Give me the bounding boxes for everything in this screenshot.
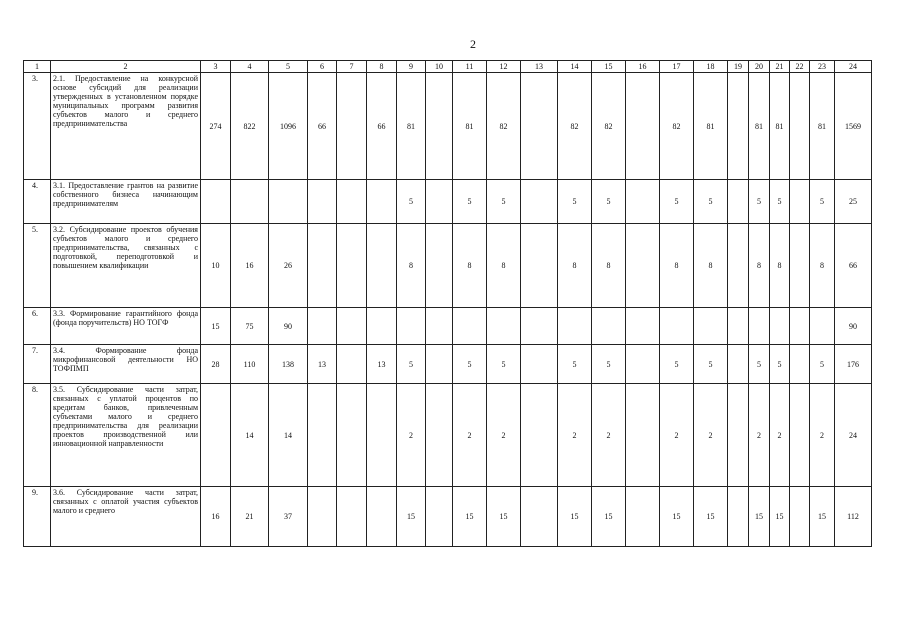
table-row	[24, 384, 872, 487]
value-cell	[558, 308, 592, 345]
value-cell	[790, 487, 810, 547]
value-cell: 822	[231, 73, 269, 180]
value-cell: 10	[201, 224, 231, 308]
value-cell: 8	[453, 224, 487, 308]
value-cell: 15	[201, 308, 231, 345]
value-cell	[308, 308, 337, 345]
column-header: 2	[51, 61, 201, 73]
value-cell	[790, 224, 810, 308]
value-cell	[521, 73, 558, 180]
value-cell: 2	[810, 384, 835, 487]
value-cell: 5	[558, 345, 592, 384]
value-cell: 274	[201, 73, 231, 180]
value-cell: 66	[835, 224, 872, 308]
value-cell	[626, 308, 660, 345]
value-cell	[749, 308, 770, 345]
value-cell: 82	[660, 73, 694, 180]
value-cell	[790, 384, 810, 487]
value-cell: 2	[487, 384, 521, 487]
measure-name: 3.3. Формирование гарантийного фонда (фонда поручительств) НО ТОГФ	[51, 308, 201, 345]
value-cell	[626, 73, 660, 180]
value-cell	[728, 487, 749, 547]
value-cell	[308, 384, 337, 487]
value-cell: 5	[487, 345, 521, 384]
value-cell: 8	[810, 224, 835, 308]
column-header: 20	[749, 61, 770, 73]
value-cell: 14	[231, 384, 269, 487]
value-cell	[626, 224, 660, 308]
column-header: 10	[426, 61, 453, 73]
value-cell: 5	[592, 180, 626, 224]
value-cell: 8	[770, 224, 790, 308]
value-cell	[770, 308, 790, 345]
row-number: 5.	[24, 224, 51, 308]
column-header: 21	[770, 61, 790, 73]
value-cell: 81	[694, 73, 728, 180]
value-cell	[790, 180, 810, 224]
value-cell: 5	[660, 180, 694, 224]
value-cell	[521, 224, 558, 308]
value-cell	[231, 180, 269, 224]
value-cell	[728, 308, 749, 345]
value-cell: 8	[694, 224, 728, 308]
value-cell	[728, 384, 749, 487]
value-cell: 16	[201, 487, 231, 547]
value-cell	[660, 308, 694, 345]
value-cell	[521, 384, 558, 487]
value-cell	[810, 308, 835, 345]
value-cell: 5	[453, 180, 487, 224]
header-row	[24, 61, 872, 73]
value-cell: 2	[558, 384, 592, 487]
value-cell: 15	[694, 487, 728, 547]
value-cell: 15	[592, 487, 626, 547]
value-cell	[790, 345, 810, 384]
column-header: 8	[367, 61, 397, 73]
value-cell: 5	[660, 345, 694, 384]
measure-name: 3.1. Предоставление грантов на развитие собственного бизнеса начинающим предпринимателям	[51, 180, 201, 224]
value-cell: 82	[487, 73, 521, 180]
value-cell	[367, 487, 397, 547]
column-header: 11	[453, 61, 487, 73]
value-cell: 90	[269, 308, 308, 345]
table-row	[24, 73, 872, 180]
column-header: 23	[810, 61, 835, 73]
row-number: 6.	[24, 308, 51, 345]
column-header: 17	[660, 61, 694, 73]
value-cell: 25	[835, 180, 872, 224]
value-cell	[426, 384, 453, 487]
value-cell: 2	[749, 384, 770, 487]
value-cell: 5	[694, 180, 728, 224]
value-cell: 81	[770, 73, 790, 180]
page-number: 2	[470, 37, 476, 51]
value-cell	[521, 487, 558, 547]
value-cell: 5	[810, 180, 835, 224]
table-row	[24, 487, 872, 547]
value-cell: 26	[269, 224, 308, 308]
value-cell	[521, 308, 558, 345]
value-cell: 8	[397, 224, 426, 308]
row-number: 9.	[24, 487, 51, 547]
value-cell: 16	[231, 224, 269, 308]
value-cell: 2	[397, 384, 426, 487]
value-cell: 21	[231, 487, 269, 547]
value-cell	[426, 180, 453, 224]
value-cell	[337, 308, 367, 345]
value-cell	[426, 73, 453, 180]
table-row	[24, 180, 872, 224]
value-cell: 112	[835, 487, 872, 547]
value-cell	[337, 345, 367, 384]
value-cell: 5	[810, 345, 835, 384]
value-cell	[694, 308, 728, 345]
value-cell: 82	[558, 73, 592, 180]
value-cell: 82	[592, 73, 626, 180]
column-header: 9	[397, 61, 426, 73]
value-cell: 90	[835, 308, 872, 345]
value-cell: 81	[749, 73, 770, 180]
value-cell: 2	[453, 384, 487, 487]
column-header: 19	[728, 61, 749, 73]
value-cell	[337, 180, 367, 224]
value-cell: 110	[231, 345, 269, 384]
measure-name: 3.6. Субсидирование части затрат, связанных с оплатой участия субъектов малого и среднего	[51, 487, 201, 547]
value-cell	[367, 308, 397, 345]
column-header: 14	[558, 61, 592, 73]
value-cell	[626, 384, 660, 487]
column-header: 15	[592, 61, 626, 73]
value-cell: 5	[694, 345, 728, 384]
value-cell	[397, 308, 426, 345]
value-cell: 13	[308, 345, 337, 384]
value-cell	[426, 345, 453, 384]
value-cell	[426, 224, 453, 308]
value-cell: 138	[269, 345, 308, 384]
column-header: 1	[24, 61, 51, 73]
value-cell: 15	[810, 487, 835, 547]
table-row	[24, 308, 872, 345]
value-cell: 14	[269, 384, 308, 487]
column-header: 6	[308, 61, 337, 73]
value-cell: 5	[770, 180, 790, 224]
value-cell	[728, 73, 749, 180]
value-cell: 5	[453, 345, 487, 384]
row-number: 3.	[24, 73, 51, 180]
value-cell	[728, 345, 749, 384]
value-cell: 5	[397, 180, 426, 224]
value-cell: 15	[397, 487, 426, 547]
table-row	[24, 224, 872, 308]
value-cell: 13	[367, 345, 397, 384]
column-header: 13	[521, 61, 558, 73]
value-cell	[308, 180, 337, 224]
row-number: 7.	[24, 345, 51, 384]
column-header: 4	[231, 61, 269, 73]
value-cell: 8	[592, 224, 626, 308]
value-cell: 66	[308, 73, 337, 180]
value-cell: 2	[660, 384, 694, 487]
value-cell	[453, 308, 487, 345]
value-cell	[790, 308, 810, 345]
column-header: 3	[201, 61, 231, 73]
column-header: 16	[626, 61, 660, 73]
value-cell: 15	[770, 487, 790, 547]
column-header: 12	[487, 61, 521, 73]
value-cell: 37	[269, 487, 308, 547]
value-cell	[308, 487, 337, 547]
value-cell: 5	[592, 345, 626, 384]
value-cell: 28	[201, 345, 231, 384]
value-cell	[728, 224, 749, 308]
value-cell: 81	[397, 73, 426, 180]
value-cell	[201, 180, 231, 224]
value-cell: 15	[749, 487, 770, 547]
value-cell	[337, 224, 367, 308]
value-cell: 5	[397, 345, 426, 384]
measure-name: 3.5. Субсидирование части затрат, связанных с уплатой процентов по кредитам банков, привлеченным субъектами малого и среднего предпринимательства для реализации проектов производственной или инновационной направленности	[51, 384, 201, 487]
value-cell	[487, 308, 521, 345]
value-cell: 66	[367, 73, 397, 180]
value-cell	[367, 384, 397, 487]
value-cell	[426, 308, 453, 345]
value-cell	[790, 73, 810, 180]
value-cell	[308, 224, 337, 308]
value-cell	[426, 487, 453, 547]
column-header: 22	[790, 61, 810, 73]
value-cell: 1569	[835, 73, 872, 180]
value-cell	[201, 384, 231, 487]
value-cell: 81	[453, 73, 487, 180]
program-funding-table	[23, 60, 872, 547]
row-number: 4.	[24, 180, 51, 224]
value-cell: 8	[558, 224, 592, 308]
row-number: 8.	[24, 384, 51, 487]
value-cell: 8	[749, 224, 770, 308]
value-cell	[626, 180, 660, 224]
value-cell	[626, 487, 660, 547]
measure-name: 2.1. Предоставление на конкурсной основе субсидий для реализации утвержденных в установленном порядке муниципальных программ развития субъектов малого и среднего предпринимательства	[51, 73, 201, 180]
value-cell: 81	[810, 73, 835, 180]
value-cell	[367, 180, 397, 224]
value-cell: 24	[835, 384, 872, 487]
value-cell	[337, 73, 367, 180]
table-row	[24, 345, 872, 384]
value-cell	[269, 180, 308, 224]
column-header: 24	[835, 61, 872, 73]
measure-name: 3.4. Формирование фонда микрофинансовой деятельности НО ТОФПМП	[51, 345, 201, 384]
value-cell: 5	[558, 180, 592, 224]
value-cell	[521, 180, 558, 224]
value-cell	[521, 345, 558, 384]
value-cell	[337, 384, 367, 487]
value-cell	[367, 224, 397, 308]
value-cell: 8	[660, 224, 694, 308]
value-cell: 15	[453, 487, 487, 547]
value-cell	[337, 487, 367, 547]
value-cell	[592, 308, 626, 345]
value-cell: 176	[835, 345, 872, 384]
value-cell: 75	[231, 308, 269, 345]
value-cell: 8	[487, 224, 521, 308]
value-cell: 5	[487, 180, 521, 224]
value-cell: 15	[660, 487, 694, 547]
value-cell: 5	[749, 345, 770, 384]
column-header: 5	[269, 61, 308, 73]
value-cell	[626, 345, 660, 384]
value-cell: 2	[694, 384, 728, 487]
value-cell: 2	[770, 384, 790, 487]
value-cell: 2	[592, 384, 626, 487]
value-cell: 15	[487, 487, 521, 547]
column-header: 7	[337, 61, 367, 73]
value-cell: 15	[558, 487, 592, 547]
value-cell	[728, 180, 749, 224]
column-header: 18	[694, 61, 728, 73]
value-cell: 5	[770, 345, 790, 384]
value-cell: 5	[749, 180, 770, 224]
measure-name: 3.2. Субсидирование проектов обучения субъектов малого и среднего предпринимательства, связанных с подготовкой, переподготовкой и повышением квалификации	[51, 224, 201, 308]
value-cell: 1096	[269, 73, 308, 180]
